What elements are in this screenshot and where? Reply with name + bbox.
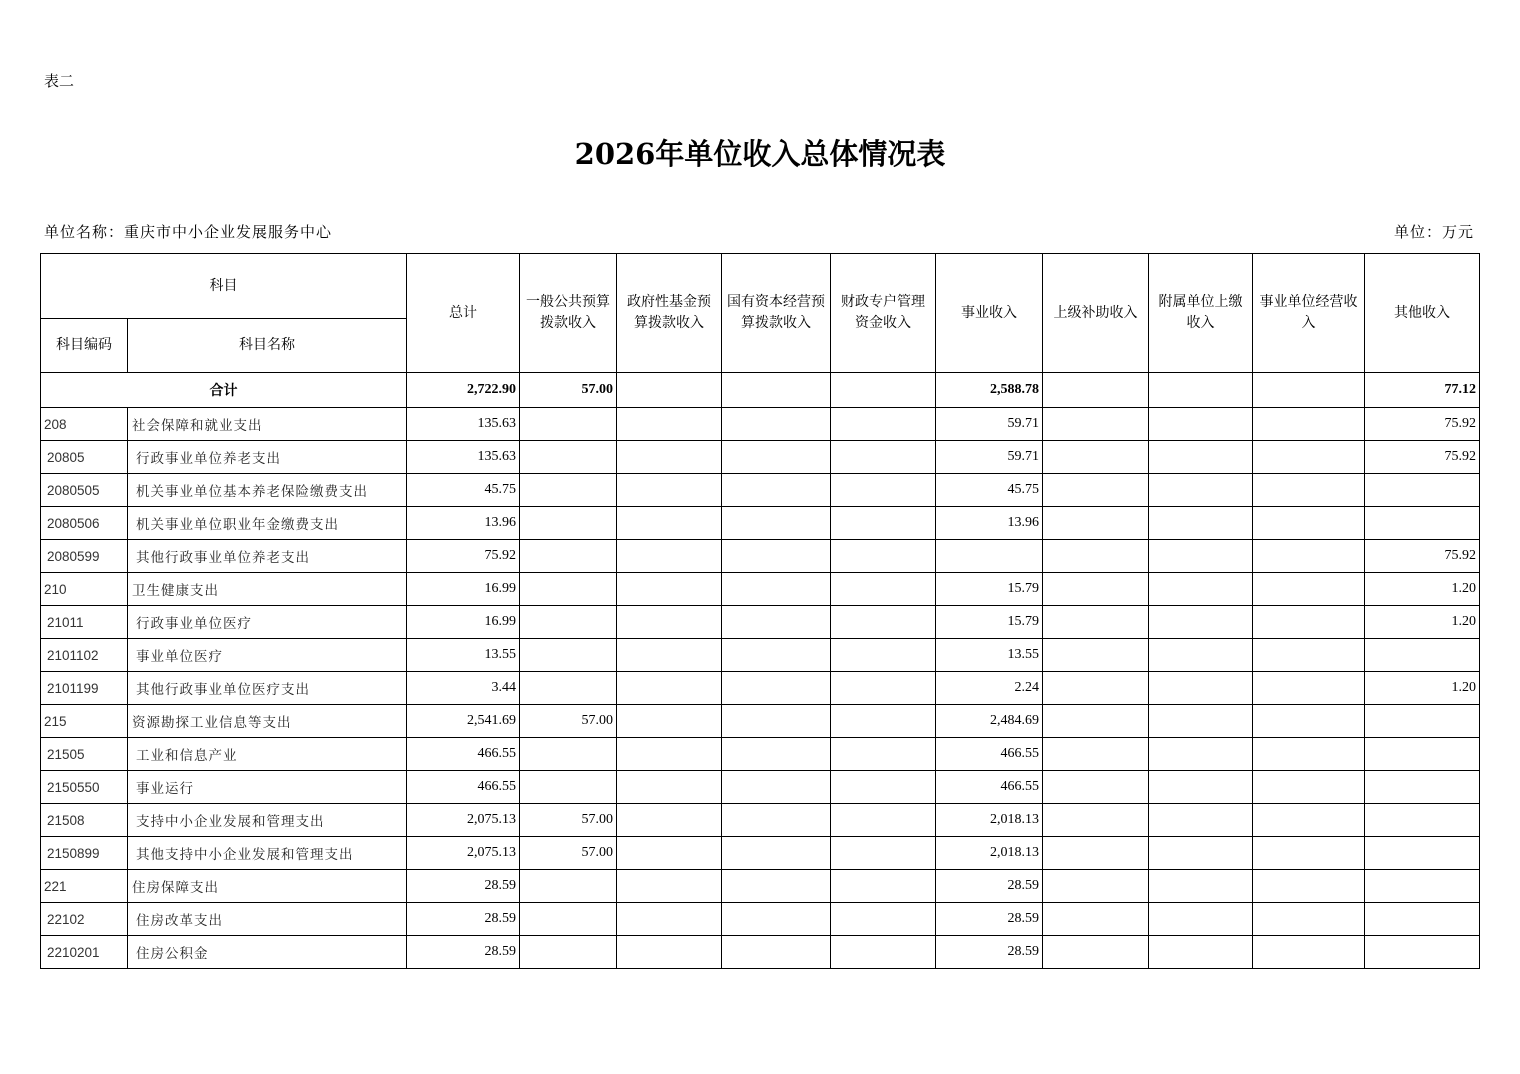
subject-name-cell: 支持中小企业发展和管理支出 [128,804,407,837]
amount-cell [520,870,617,903]
amount-cell [617,507,722,540]
header-col-operating-income: 事业单位经营收入 [1253,254,1365,373]
subject-code-cell: 21505 [41,738,128,771]
amount-cell [520,408,617,441]
subject-code-cell: 2080505 [41,474,128,507]
amount-cell: 45.75 [936,474,1043,507]
header-col-special-account: 财政专户管理资金收入 [831,254,936,373]
amount-cell [1149,441,1253,474]
amount-cell [1043,573,1149,606]
table-row [41,870,1480,903]
amount-cell [722,573,831,606]
amount-cell: 466.55 [407,771,520,804]
table-row [41,903,1480,936]
subject-code-cell: 215 [41,705,128,738]
header-col-total: 总计 [407,254,520,373]
subject-code-cell: 2150550 [41,771,128,804]
amount-cell [1149,408,1253,441]
header-col-fund-budget: 政府性基金预算拨款收入 [617,254,722,373]
amount-cell [1365,705,1480,738]
amount-cell [1253,870,1365,903]
amount-cell: 2,075.13 [407,804,520,837]
amount-cell [520,441,617,474]
amount-cell: 2,075.13 [407,837,520,870]
amount-cell [1043,837,1149,870]
amount-cell [520,672,617,705]
header-col-general-budget: 一般公共预算拨款收入 [520,254,617,373]
total-cell: 77.12 [1365,373,1480,408]
amount-cell [722,903,831,936]
amount-cell [831,408,936,441]
amount-cell [1043,870,1149,903]
amount-cell [520,936,617,969]
amount-cell: 3.44 [407,672,520,705]
amount-cell [1149,837,1253,870]
amount-cell [617,606,722,639]
amount-cell [722,408,831,441]
total-row [41,373,1480,408]
header-subject-group: 科目 [41,254,407,319]
header-subject-code: 科目编码 [41,319,128,373]
subject-code-cell: 22102 [41,903,128,936]
amount-cell [617,639,722,672]
amount-cell [722,606,831,639]
amount-cell [1149,738,1253,771]
header-col-superior-subsidy: 上级补助收入 [1043,254,1149,373]
subject-code-cell: 21011 [41,606,128,639]
amount-cell [1253,507,1365,540]
amount-cell [1253,771,1365,804]
amount-cell [1149,672,1253,705]
amount-cell: 13.55 [407,639,520,672]
amount-cell: 57.00 [520,837,617,870]
amount-cell [722,441,831,474]
amount-cell [1365,804,1480,837]
amount-cell [617,705,722,738]
amount-cell [722,738,831,771]
amount-cell [831,573,936,606]
amount-cell [831,936,936,969]
amount-cell: 28.59 [407,870,520,903]
subject-name-cell: 卫生健康支出 [128,573,407,606]
amount-cell [1365,474,1480,507]
amount-cell: 28.59 [936,936,1043,969]
amount-cell [520,540,617,573]
amount-cell: 28.59 [936,903,1043,936]
subject-code-cell: 21508 [41,804,128,837]
amount-cell [1253,936,1365,969]
subject-name-cell: 行政事业单位医疗 [128,606,407,639]
amount-cell [1253,639,1365,672]
amount-cell [722,837,831,870]
total-label: 合计 [41,373,407,408]
header-col-state-capital: 国有资本经营预算拨款收入 [722,254,831,373]
amount-cell [617,441,722,474]
amount-cell [1043,804,1149,837]
amount-cell [831,441,936,474]
amount-cell [1149,474,1253,507]
table-body [41,373,1480,969]
amount-cell [520,771,617,804]
amount-cell: 1.20 [1365,672,1480,705]
amount-cell [617,738,722,771]
amount-cell: 2.24 [936,672,1043,705]
amount-cell [617,870,722,903]
amount-cell [1253,672,1365,705]
amount-cell [1253,705,1365,738]
amount-cell [617,903,722,936]
total-cell: 2,588.78 [936,373,1043,408]
amount-cell [831,870,936,903]
amount-cell [1253,606,1365,639]
amount-cell: 466.55 [936,738,1043,771]
amount-cell [1043,936,1149,969]
amount-cell [1253,573,1365,606]
amount-cell [831,738,936,771]
subject-name-cell: 其他行政事业单位医疗支出 [128,672,407,705]
amount-cell: 2,018.13 [936,837,1043,870]
header-col-business-income: 事业收入 [936,254,1043,373]
amount-cell [831,903,936,936]
subject-name-cell: 行政事业单位养老支出 [128,441,407,474]
amount-cell [617,573,722,606]
amount-cell: 45.75 [407,474,520,507]
subject-name-cell: 机关事业单位职业年金缴费支出 [128,507,407,540]
table-header [41,254,1480,373]
amount-cell: 13.96 [936,507,1043,540]
amount-cell: 57.00 [520,705,617,738]
document-title: 2026年单位收入总体情况表 [574,137,946,171]
amount-cell [520,738,617,771]
amount-cell: 135.63 [407,408,520,441]
amount-cell [1043,738,1149,771]
amount-cell [1365,738,1480,771]
amount-cell [1043,507,1149,540]
subject-code-cell: 210 [41,573,128,606]
amount-cell [617,408,722,441]
amount-cell [722,870,831,903]
amount-cell: 15.79 [936,606,1043,639]
subject-name-cell: 社会保障和就业支出 [128,408,407,441]
amount-cell [1365,903,1480,936]
unit-measure: 单位：万元 [1393,223,1474,241]
amount-cell [1149,573,1253,606]
amount-cell [1253,804,1365,837]
amount-cell [722,705,831,738]
amount-cell [722,639,831,672]
total-cell [1253,373,1365,408]
document-label: 表二 [44,72,75,90]
subject-name-cell: 机关事业单位基本养老保险缴费支出 [128,474,407,507]
amount-cell [831,639,936,672]
amount-cell: 16.99 [407,573,520,606]
amount-cell: 13.96 [407,507,520,540]
amount-cell: 28.59 [936,870,1043,903]
table-row [41,507,1480,540]
amount-cell [1149,507,1253,540]
table-row [41,837,1480,870]
amount-cell [1149,540,1253,573]
header-subject-name: 科目名称 [128,319,407,373]
table-row [41,639,1480,672]
amount-cell [722,474,831,507]
total-cell [1043,373,1149,408]
amount-cell: 2,018.13 [936,804,1043,837]
subject-name-cell: 其他行政事业单位养老支出 [128,540,407,573]
amount-cell [1043,441,1149,474]
amount-cell [1043,606,1149,639]
table-row [41,936,1480,969]
amount-cell [1253,441,1365,474]
amount-cell [1253,474,1365,507]
amount-cell: 1.20 [1365,606,1480,639]
amount-cell [1365,507,1480,540]
amount-cell [1365,870,1480,903]
amount-cell: 466.55 [407,738,520,771]
amount-cell [1043,474,1149,507]
amount-cell [1149,870,1253,903]
amount-cell [1149,705,1253,738]
amount-cell [831,606,936,639]
table-row [41,606,1480,639]
amount-cell [1253,408,1365,441]
amount-cell [520,507,617,540]
amount-cell [831,474,936,507]
amount-cell [1043,408,1149,441]
amount-cell [831,507,936,540]
table-row [41,441,1480,474]
income-table [40,253,1480,969]
subject-name-cell: 资源勘探工业信息等支出 [128,705,407,738]
total-cell [722,373,831,408]
table-row [41,408,1480,441]
total-cell [617,373,722,408]
table-row [41,804,1480,837]
amount-cell [1253,540,1365,573]
table-row [41,771,1480,804]
amount-cell: 28.59 [407,936,520,969]
subject-name-cell: 其他支持中小企业发展和管理支出 [128,837,407,870]
amount-cell: 2,484.69 [936,705,1043,738]
amount-cell [722,540,831,573]
header-col-other-income: 其他收入 [1365,254,1480,373]
amount-cell: 2,541.69 [407,705,520,738]
amount-cell [1149,639,1253,672]
amount-cell: 75.92 [1365,540,1480,573]
total-cell [831,373,936,408]
amount-cell: 75.92 [407,540,520,573]
amount-cell [722,936,831,969]
amount-cell [1149,606,1253,639]
amount-cell [617,771,722,804]
amount-cell [617,672,722,705]
table-row [41,573,1480,606]
amount-cell: 59.71 [936,441,1043,474]
amount-cell: 16.99 [407,606,520,639]
subject-code-cell: 2150899 [41,837,128,870]
amount-cell [722,804,831,837]
subject-name-cell: 事业单位医疗 [128,639,407,672]
subject-code-cell: 2101102 [41,639,128,672]
amount-cell [617,540,722,573]
subject-code-cell: 208 [41,408,128,441]
table-row [41,540,1480,573]
amount-cell [520,573,617,606]
table-row [41,705,1480,738]
amount-cell [722,507,831,540]
amount-cell: 75.92 [1365,408,1480,441]
amount-cell [1043,639,1149,672]
total-cell: 2,722.90 [407,373,520,408]
amount-cell [1253,837,1365,870]
subject-code-cell: 2210201 [41,936,128,969]
amount-cell [520,606,617,639]
table-row [41,672,1480,705]
amount-cell [722,672,831,705]
amount-cell [1365,771,1480,804]
subject-name-cell: 住房公积金 [128,936,407,969]
subject-name-cell: 工业和信息产业 [128,738,407,771]
subject-code-cell: 20805 [41,441,128,474]
amount-cell [617,936,722,969]
table-row [41,738,1480,771]
amount-cell [831,771,936,804]
amount-cell: 15.79 [936,573,1043,606]
amount-cell [1043,771,1149,804]
amount-cell [1365,639,1480,672]
amount-cell [831,705,936,738]
amount-cell [831,804,936,837]
amount-cell: 59.71 [936,408,1043,441]
amount-cell [936,540,1043,573]
amount-cell [1253,738,1365,771]
amount-cell: 466.55 [936,771,1043,804]
amount-cell [831,837,936,870]
subject-code-cell: 221 [41,870,128,903]
subject-code-cell: 2101199 [41,672,128,705]
amount-cell [520,639,617,672]
subject-code-cell: 2080599 [41,540,128,573]
amount-cell [617,474,722,507]
amount-cell: 75.92 [1365,441,1480,474]
table-row [41,474,1480,507]
subject-name-cell: 住房保障支出 [128,870,407,903]
amount-cell [1149,804,1253,837]
amount-cell [1253,903,1365,936]
amount-cell [520,903,617,936]
subject-name-cell: 住房改革支出 [128,903,407,936]
amount-cell: 135.63 [407,441,520,474]
total-cell: 57.00 [520,373,617,408]
amount-cell [1365,936,1480,969]
amount-cell: 1.20 [1365,573,1480,606]
amount-cell [1149,771,1253,804]
amount-cell [1149,936,1253,969]
amount-cell [1043,672,1149,705]
amount-cell [520,474,617,507]
subject-name-cell: 事业运行 [128,771,407,804]
amount-cell [617,837,722,870]
amount-cell: 57.00 [520,804,617,837]
amount-cell [1043,705,1149,738]
subject-code-cell: 2080506 [41,507,128,540]
amount-cell: 13.55 [936,639,1043,672]
amount-cell [617,804,722,837]
amount-cell [1149,903,1253,936]
amount-cell [831,540,936,573]
total-cell [1149,373,1253,408]
unit-name: 单位名称：重庆市中小企业发展服务中心 [44,223,333,241]
amount-cell [1365,837,1480,870]
amount-cell [831,672,936,705]
amount-cell: 28.59 [407,903,520,936]
amount-cell [1043,903,1149,936]
amount-cell [722,771,831,804]
amount-cell [1043,540,1149,573]
header-col-affiliate-remittance: 附属单位上缴收入 [1149,254,1253,373]
